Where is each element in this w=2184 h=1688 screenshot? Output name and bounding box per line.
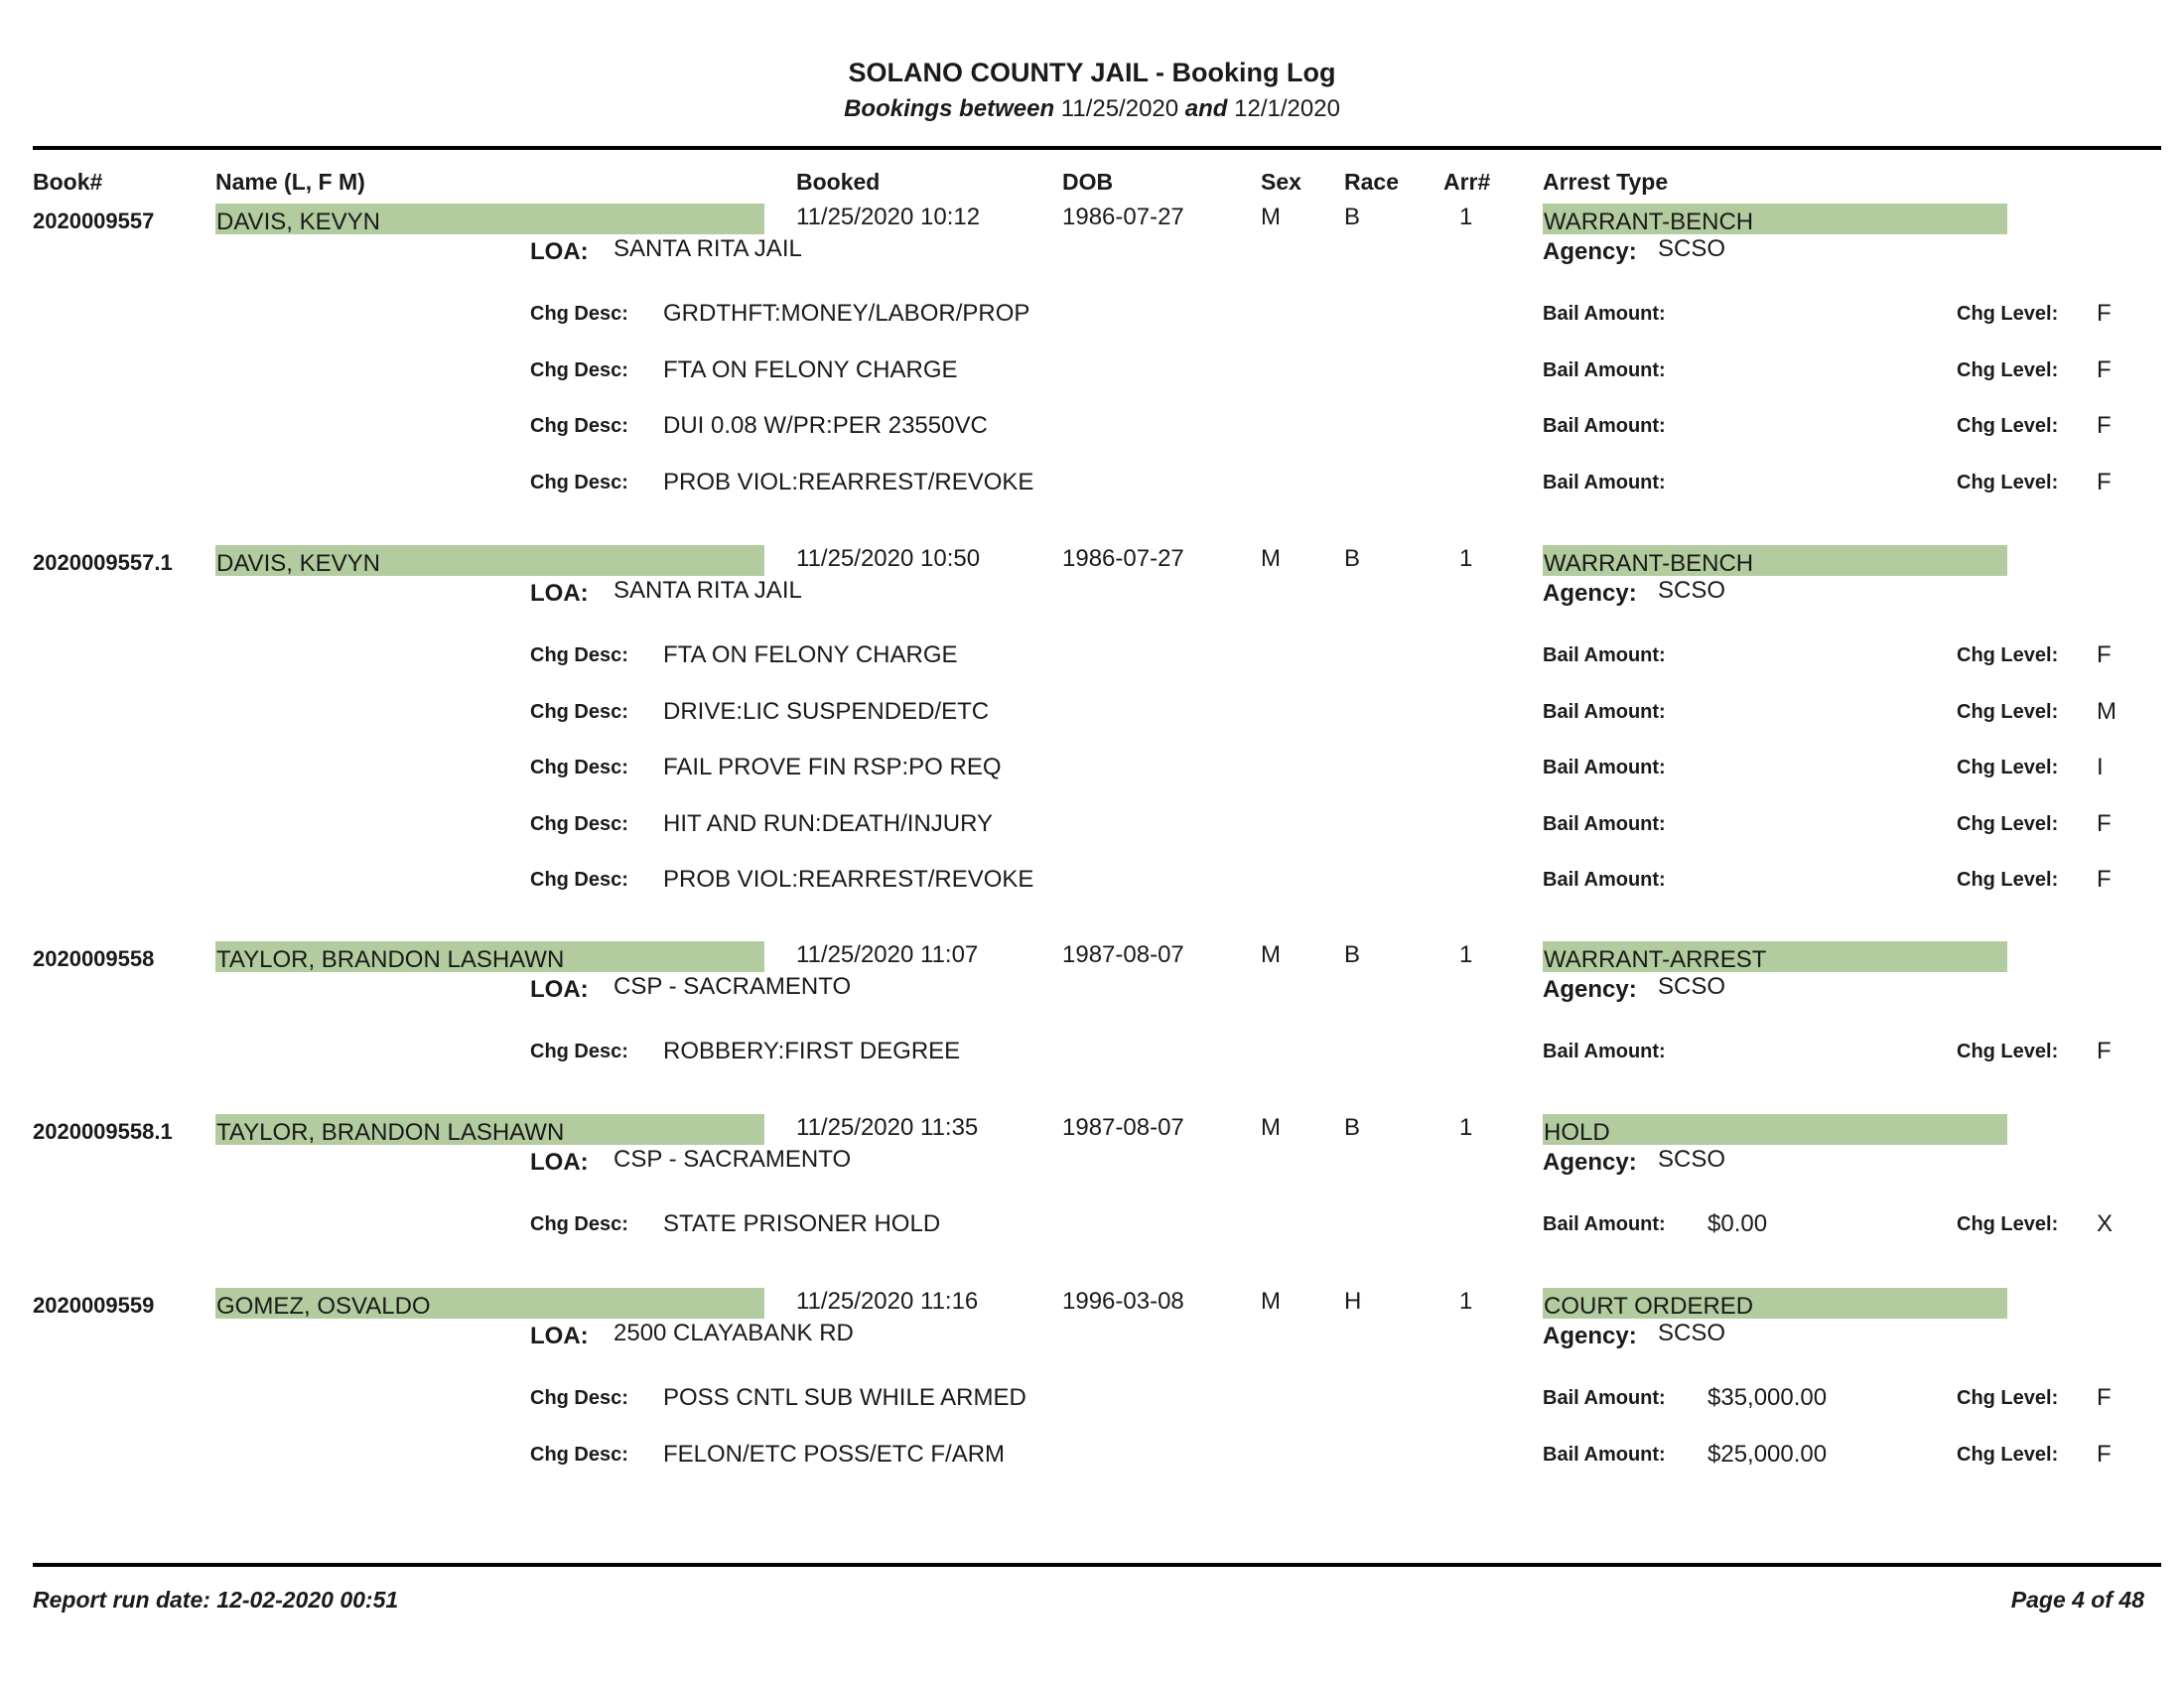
charge-level-value: F xyxy=(2097,355,2112,383)
charge-description: DUI 0.08 W/PR:PER 23550VC xyxy=(663,412,988,439)
bail-amount-label: Bail Amount: xyxy=(1543,757,1666,778)
agency-label: Agency: xyxy=(1543,976,1637,1003)
bail-amount-label: Bail Amount: xyxy=(1543,1041,1666,1062)
charge-desc-label: Chg Desc: xyxy=(530,358,628,381)
col-header-booked: Booked xyxy=(796,169,881,195)
inmate-name: TAYLOR, BRANDON LASHAWN xyxy=(215,1114,764,1145)
agency-label: Agency: xyxy=(1543,580,1637,607)
loa-value: CSP - SACRAMENTO xyxy=(614,1146,852,1173)
charge-description: FAIL PROVE FIN RSP:PO REQ xyxy=(663,754,1002,780)
race-value: B xyxy=(1344,1114,1361,1141)
bail-amount-label: Bail Amount: xyxy=(1543,358,1666,381)
charge-level-value: F xyxy=(2097,468,2112,495)
charge-desc-label: Chg Desc: xyxy=(530,415,628,437)
arrest-number: 1 xyxy=(1459,545,1473,572)
charge-description: GRDTHFT:MONEY/LABOR/PROP xyxy=(663,300,1030,327)
bail-amount-value: $35,000.00 xyxy=(1707,1384,1828,1411)
charge-level-value: F xyxy=(2097,1038,2112,1064)
bail-amount-label: Bail Amount: xyxy=(1543,700,1666,723)
sex-value: M xyxy=(1261,204,1281,230)
arrest-number: 1 xyxy=(1459,1114,1473,1141)
charge-desc-label: Chg Desc: xyxy=(530,757,628,778)
arrest-number: 1 xyxy=(1459,941,1473,968)
charge-level-label: Chg Level: xyxy=(1957,415,2059,437)
agency-label: Agency: xyxy=(1543,238,1637,265)
col-header-arr: Arr# xyxy=(1443,169,1491,195)
charge-level-label: Chg Level: xyxy=(1957,471,2059,493)
sex-value: M xyxy=(1261,1288,1281,1315)
race-value: B xyxy=(1344,941,1361,968)
loa-value: SANTA RITA JAIL xyxy=(614,235,802,262)
agency-value: SCSO xyxy=(1658,235,1726,262)
start-date: 11/25/2020 xyxy=(1060,95,1179,122)
col-header-race: Race xyxy=(1344,169,1399,195)
date-of-birth: 1986-07-27 xyxy=(1062,545,1184,572)
loa-label: LOA: xyxy=(530,238,589,265)
charge-desc-label: Chg Desc: xyxy=(530,471,628,493)
book-number: 2020009558 xyxy=(33,946,155,971)
charge-description: STATE PRISONER HOLD xyxy=(663,1210,941,1237)
race-value: B xyxy=(1344,204,1361,230)
book-number: 2020009557.1 xyxy=(33,550,173,575)
charge-level-label: Chg Level: xyxy=(1957,700,2059,723)
col-header-dob: DOB xyxy=(1062,169,1114,195)
bail-amount-label: Bail Amount: xyxy=(1543,644,1666,666)
agency-label: Agency: xyxy=(1543,1149,1637,1176)
loa-value: 2500 CLAYABANK RD xyxy=(614,1320,854,1346)
charge-level-value: F xyxy=(2097,866,2112,893)
charge-level-label: Chg Level: xyxy=(1957,1387,2059,1409)
charge-desc-label: Chg Desc: xyxy=(530,1443,628,1466)
date-of-birth: 1996-03-08 xyxy=(1062,1288,1184,1315)
charge-description: FTA ON FELONY CHARGE xyxy=(663,355,958,383)
book-number: 2020009557 xyxy=(33,209,155,233)
agency-value: SCSO xyxy=(1658,973,1726,1000)
inmate-name: DAVIS, KEVYN xyxy=(215,545,764,576)
report-run-date: Report run date: 12-02-2020 00:51 xyxy=(33,1587,399,1613)
race-value: B xyxy=(1344,545,1361,572)
loa-label: LOA: xyxy=(530,1323,589,1349)
charge-desc-label: Chg Desc: xyxy=(530,1041,628,1062)
charge-description: HIT AND RUN:DEATH/INJURY xyxy=(663,809,994,837)
bail-amount-value: $0.00 xyxy=(1707,1210,1768,1237)
bail-amount-label: Bail Amount: xyxy=(1543,1387,1666,1409)
bottom-rule xyxy=(33,1563,2161,1567)
subtitle-prefix: Bookings between xyxy=(844,95,1055,122)
charge-desc-label: Chg Desc: xyxy=(530,812,628,835)
loa-label: LOA: xyxy=(530,976,589,1003)
charge-level-label: Chg Level: xyxy=(1957,358,2059,381)
date-of-birth: 1987-08-07 xyxy=(1062,1114,1184,1141)
arrest-number: 1 xyxy=(1459,1288,1473,1315)
charge-description: PROB VIOL:REARREST/REVOKE xyxy=(663,468,1034,495)
booked-datetime: 11/25/2020 10:12 xyxy=(796,204,981,230)
charge-level-label: Chg Level: xyxy=(1957,644,2059,666)
charge-description: ROBBERY:FIRST DEGREE xyxy=(663,1038,961,1064)
inmate-name: DAVIS, KEVYN xyxy=(215,204,764,234)
loa-label: LOA: xyxy=(530,1149,589,1176)
bail-amount-label: Bail Amount: xyxy=(1543,869,1666,891)
bail-amount-label: Bail Amount: xyxy=(1543,303,1666,325)
date-of-birth: 1986-07-27 xyxy=(1062,204,1184,230)
arrest-type: COURT ORDERED xyxy=(1543,1288,2007,1319)
charge-level-value: F xyxy=(2097,1384,2112,1411)
loa-value: CSP - SACRAMENTO xyxy=(614,973,852,1000)
race-value: H xyxy=(1344,1288,1362,1315)
charge-desc-label: Chg Desc: xyxy=(530,1213,628,1235)
charge-level-value: F xyxy=(2097,809,2112,837)
booked-datetime: 11/25/2020 11:35 xyxy=(796,1114,979,1141)
booked-datetime: 11/25/2020 11:16 xyxy=(796,1288,979,1315)
charge-level-label: Chg Level: xyxy=(1957,757,2059,778)
arrest-type: WARRANT-BENCH xyxy=(1543,204,2007,234)
charge-level-value: F xyxy=(2097,641,2112,668)
charge-description: POSS CNTL SUB WHILE ARMED xyxy=(663,1384,1026,1411)
end-date: 12/1/2020 xyxy=(1234,95,1340,122)
booked-datetime: 11/25/2020 10:50 xyxy=(796,545,981,572)
bail-amount-label: Bail Amount: xyxy=(1543,415,1666,437)
sex-value: M xyxy=(1261,941,1281,968)
charge-level-value: X xyxy=(2097,1210,2114,1237)
charge-description: DRIVE:LIC SUSPENDED/ETC xyxy=(663,697,990,725)
agency-value: SCSO xyxy=(1658,577,1726,604)
bail-amount-label: Bail Amount: xyxy=(1543,471,1666,493)
charge-level-value: M xyxy=(2097,697,2116,725)
charge-level-label: Chg Level: xyxy=(1957,812,2059,835)
agency-label: Agency: xyxy=(1543,1323,1637,1349)
charge-desc-label: Chg Desc: xyxy=(530,644,628,666)
loa-value: SANTA RITA JAIL xyxy=(614,577,802,604)
charge-level-label: Chg Level: xyxy=(1957,1041,2059,1062)
bail-amount-label: Bail Amount: xyxy=(1543,1213,1666,1235)
book-number: 2020009559 xyxy=(33,1293,155,1318)
charge-level-value: I xyxy=(2097,754,2104,780)
sex-value: M xyxy=(1261,545,1281,572)
agency-value: SCSO xyxy=(1658,1146,1726,1173)
col-header-name: Name (L, F M) xyxy=(215,169,365,195)
bail-amount-value: $25,000.00 xyxy=(1707,1440,1828,1468)
book-number: 2020009558.1 xyxy=(33,1119,173,1144)
charge-level-label: Chg Level: xyxy=(1957,869,2059,891)
charge-desc-label: Chg Desc: xyxy=(530,869,628,891)
col-header-sex: Sex xyxy=(1261,169,1301,195)
agency-value: SCSO xyxy=(1658,1320,1726,1346)
top-rule xyxy=(33,146,2161,150)
bail-amount-label: Bail Amount: xyxy=(1543,812,1666,835)
charge-level-label: Chg Level: xyxy=(1957,1443,2059,1466)
charge-description: FTA ON FELONY CHARGE xyxy=(663,641,958,668)
subtitle-mid: and xyxy=(1184,95,1228,122)
charge-description: PROB VIOL:REARREST/REVOKE xyxy=(663,866,1034,893)
charge-description: FELON/ETC POSS/ETC F/ARM xyxy=(663,1440,1006,1468)
charge-level-value: F xyxy=(2097,1440,2112,1468)
inmate-name: GOMEZ, OSVALDO xyxy=(215,1288,764,1319)
sex-value: M xyxy=(1261,1114,1281,1141)
report-subtitle xyxy=(0,95,2184,123)
booked-datetime: 11/25/2020 11:07 xyxy=(796,941,979,968)
bail-amount-label: Bail Amount: xyxy=(1543,1443,1666,1466)
charge-level-value: F xyxy=(2097,412,2112,439)
col-header-book: Book# xyxy=(33,169,103,195)
charge-desc-label: Chg Desc: xyxy=(530,700,628,723)
col-header-arrest-type: Arrest Type xyxy=(1543,169,1669,195)
loa-label: LOA: xyxy=(530,580,589,607)
inmate-name: TAYLOR, BRANDON LASHAWN xyxy=(215,941,764,972)
arrest-type: HOLD xyxy=(1543,1114,2007,1145)
charge-level-label: Chg Level: xyxy=(1957,1213,2059,1235)
arrest-number: 1 xyxy=(1459,204,1473,230)
page-number: Page 4 of 48 xyxy=(2010,1587,2144,1613)
charge-desc-label: Chg Desc: xyxy=(530,303,628,325)
arrest-type: WARRANT-ARREST xyxy=(1543,941,2007,972)
charge-level-label: Chg Level: xyxy=(1957,303,2059,325)
report-title: SOLANO COUNTY JAIL - Booking Log xyxy=(848,58,1336,87)
charge-desc-label: Chg Desc: xyxy=(530,1387,628,1409)
charge-level-value: F xyxy=(2097,300,2112,327)
date-of-birth: 1987-08-07 xyxy=(1062,941,1184,968)
arrest-type: WARRANT-BENCH xyxy=(1543,545,2007,576)
